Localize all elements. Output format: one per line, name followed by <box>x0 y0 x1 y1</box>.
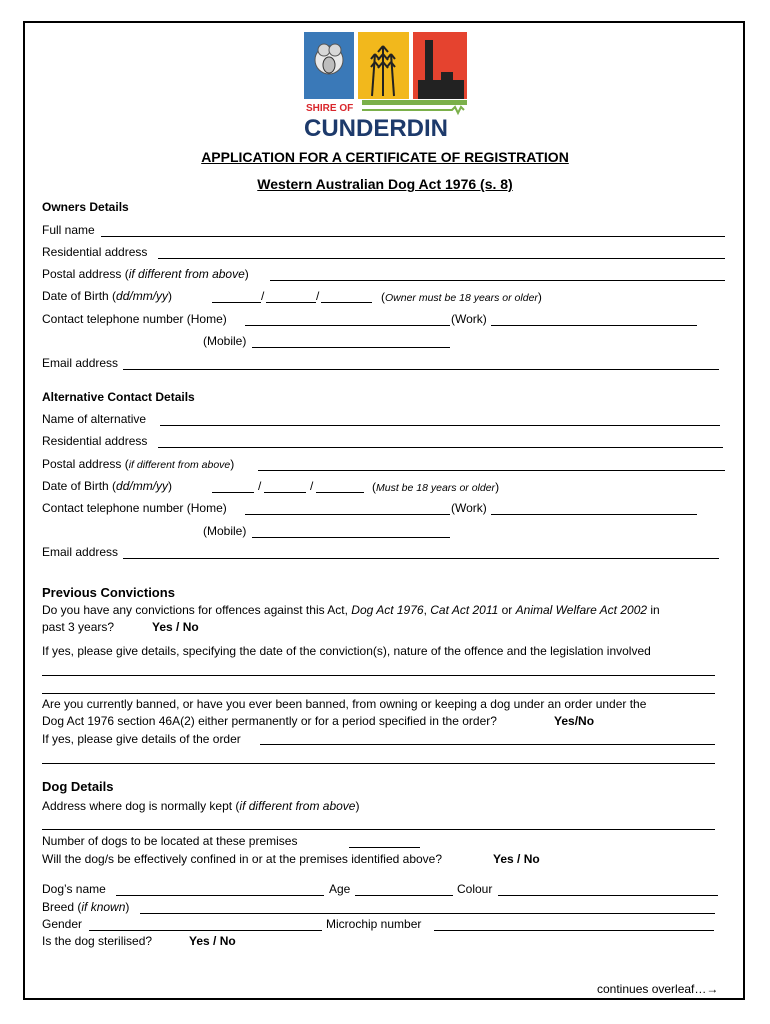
owner-dob-day[interactable] <box>212 302 261 303</box>
arrow-right-icon: → <box>706 982 719 996</box>
alt-residential-field[interactable] <box>158 447 723 448</box>
owner-mobile-field[interactable] <box>252 347 450 348</box>
owner-email-field[interactable] <box>123 369 719 370</box>
shire-logo <box>302 32 468 138</box>
dog-confined-label: Will the dog/s be effectively confined in or at the premises identified above? <box>42 852 443 866</box>
page-title: APPLICATION FOR A CERTIFICATE OF REGISTRATION <box>201 149 569 165</box>
alt-dob-sep1: / <box>258 479 262 493</box>
banned-yes-no[interactable]: Yes/No <box>554 714 595 728</box>
alternative-heading: Alternative Contact Details <box>42 390 195 404</box>
convictions-details-label: If yes, please give details, specifying the date of the conviction(s), nature of the offence and the legislation involved <box>42 644 651 658</box>
alt-dob-year[interactable] <box>316 492 364 493</box>
owners-heading: Owners Details <box>42 200 129 214</box>
alt-postal-field[interactable] <box>258 470 725 471</box>
owner-dob-note: (Owner must be 18 years or older) <box>381 290 542 304</box>
convictions-details-line-1[interactable] <box>42 675 715 676</box>
owner-dob-month[interactable] <box>266 302 316 303</box>
dog-address-label: Address where dog is normally kept (if different from above) <box>42 799 360 813</box>
dog-number-field[interactable] <box>349 847 420 848</box>
convictions-details-line-2[interactable] <box>42 693 715 694</box>
alt-residential-label: Residential address <box>42 434 148 448</box>
alt-dob-sep2: / <box>310 479 314 493</box>
alt-dob-label: Date of Birth (dd/mm/yy) <box>42 479 173 493</box>
convictions-yes-no[interactable]: Yes / No <box>152 620 199 634</box>
dog-number-label: Number of dogs to be located at these premises <box>42 834 298 848</box>
alt-dob-month[interactable] <box>264 492 306 493</box>
alt-home-phone-field[interactable] <box>245 514 450 515</box>
dog-address-field[interactable] <box>42 829 715 830</box>
dog-name-label: Dog’s name <box>42 882 106 896</box>
owner-work-label: (Work) <box>451 312 487 326</box>
owner-email-label: Email address <box>42 356 119 370</box>
alt-dob-day[interactable] <box>212 492 254 493</box>
owner-full-name-label: Full name <box>42 223 95 237</box>
alt-dob-note: (Must be 18 years or older) <box>372 480 500 494</box>
dog-breed-label: Breed (if known) <box>42 900 130 914</box>
dog-name-field[interactable] <box>116 895 324 896</box>
dog-heading: Dog Details <box>42 779 114 794</box>
alt-mobile-field[interactable] <box>252 537 450 538</box>
dog-age-field[interactable] <box>355 895 453 896</box>
dog-sterilised-yes-no[interactable]: Yes / No <box>189 934 236 948</box>
dog-confined-yes-no[interactable]: Yes / No <box>493 852 540 866</box>
owner-dob-sep2: / <box>316 289 320 303</box>
page-subtitle: Western Australian Dog Act 1976 (s. 8) <box>257 176 513 192</box>
dog-microchip-label: Microchip number <box>326 917 422 931</box>
owner-residential-field[interactable] <box>158 258 725 259</box>
dog-colour-field[interactable] <box>498 895 718 896</box>
owner-postal-label: Postal address (if different from above) <box>42 267 249 281</box>
alt-postal-label: Postal address (if different from above) <box>42 457 235 471</box>
continues-overleaf: continues overleaf…→ <box>597 982 719 996</box>
alt-email-field[interactable] <box>123 558 719 559</box>
dog-breed-field[interactable] <box>140 913 715 914</box>
dog-age-label: Age <box>329 882 351 896</box>
dog-gender-field[interactable] <box>89 930 322 931</box>
alt-phone-label: Contact telephone number (Home) <box>42 501 227 515</box>
dog-gender-label: Gender <box>42 917 83 931</box>
logo-shire-of: SHIRE OF <box>306 103 354 114</box>
dog-colour-label: Colour <box>457 882 493 896</box>
owner-mobile-label: (Mobile) <box>203 334 247 348</box>
alt-email-label: Email address <box>42 545 119 559</box>
owner-dob-year[interactable] <box>321 302 372 303</box>
owner-residential-label: Residential address <box>42 245 148 259</box>
owner-dob-label: Date of Birth (dd/mm/yy) <box>42 289 173 303</box>
dog-sterilised-label: Is the dog sterilised? <box>42 934 153 948</box>
owner-postal-field[interactable] <box>270 280 725 281</box>
logo-cunderdin: CUNDERDIN <box>304 115 448 138</box>
dog-microchip-field[interactable] <box>434 930 714 931</box>
alt-work-phone-field[interactable] <box>491 514 697 515</box>
order-details-label: If yes, please give details of the order <box>42 732 241 746</box>
owner-full-name-field[interactable] <box>101 236 725 237</box>
alt-work-label: (Work) <box>451 501 487 515</box>
owner-home-phone-field[interactable] <box>245 325 450 326</box>
alt-name-field[interactable] <box>160 425 720 426</box>
logo-green-bar <box>362 100 467 105</box>
convictions-question-line2: past 3 years? <box>42 620 115 634</box>
order-details-line-2[interactable] <box>42 763 715 764</box>
alt-mobile-label: (Mobile) <box>203 524 247 538</box>
owner-dob-sep1: / <box>261 289 265 303</box>
banned-question: Are you currently banned, or have you ever been banned, from owning or keeping a dog under an order under the <box>42 697 647 711</box>
alt-name-label: Name of alternative <box>42 412 147 426</box>
banned-question-line2: Dog Act 1976 section 46A(2) either permanently or for a period specified in the order? <box>42 714 497 728</box>
order-details-field[interactable] <box>260 744 715 745</box>
owner-phone-label: Contact telephone number (Home) <box>42 312 227 326</box>
owner-work-phone-field[interactable] <box>491 325 697 326</box>
convictions-question: Do you have any convictions for offences against this Act, Dog Act 1976, Cat Act 2011 or Animal Welfare Act 2002 in <box>42 603 660 617</box>
convictions-heading: Previous Convictions <box>42 585 175 600</box>
